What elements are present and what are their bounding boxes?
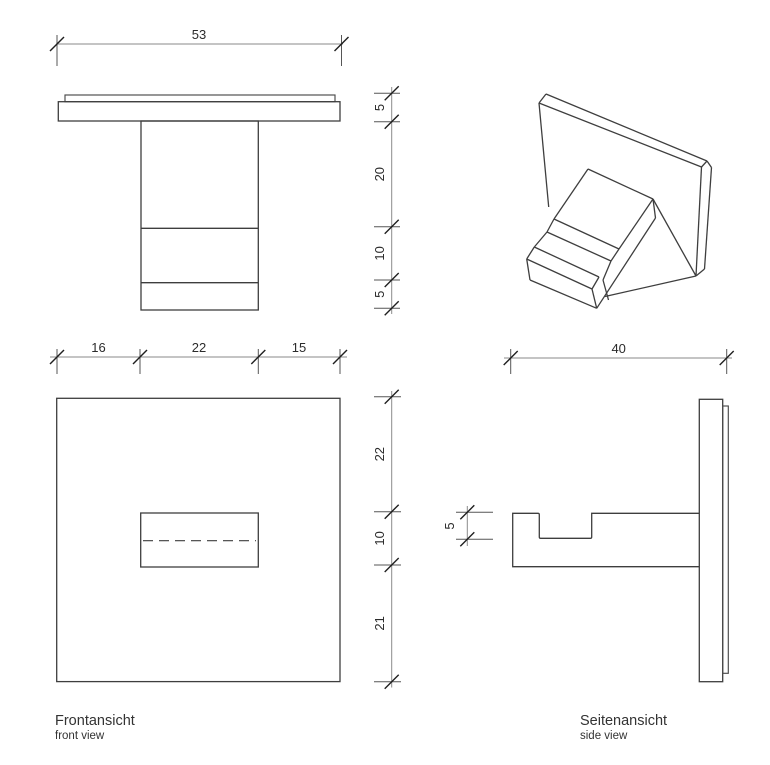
arm-top-outline <box>141 121 258 310</box>
plate-front-face <box>57 398 340 681</box>
dim-label-top-20: 20 <box>372 166 387 182</box>
side-view <box>442 341 734 742</box>
dim-label-15: 15 <box>291 340 307 355</box>
dimension-chain-16-22-15 <box>50 340 347 374</box>
dimension-chain-5-20-10-5 <box>372 86 400 315</box>
plate-side-face <box>699 399 722 681</box>
dimension-chain-22-10-21 <box>372 390 401 689</box>
top-view-outline <box>58 95 340 310</box>
backplate-side-face <box>723 406 729 673</box>
dim-label-22v: 22 <box>372 446 387 462</box>
iso-plate <box>539 94 712 297</box>
dim-label-40: 40 <box>611 341 626 356</box>
arm-front-face <box>141 513 259 567</box>
dim-label-21v: 21 <box>372 616 387 631</box>
dim-label-top-5b: 5 <box>372 290 387 298</box>
dim-label-5-notch: 5 <box>442 522 457 530</box>
side-view-outline <box>513 399 729 681</box>
front-view <box>50 340 401 742</box>
dim-label-top-10: 10 <box>372 246 387 261</box>
iso-view <box>527 94 712 308</box>
front-view-title-de: Frontansicht <box>55 713 135 729</box>
dim-label-16: 16 <box>91 340 106 355</box>
dim-label-22h: 22 <box>191 340 207 355</box>
dimension-53 <box>50 27 349 66</box>
plate-top-edge <box>58 102 340 121</box>
backplate-top-edge <box>65 95 335 102</box>
iso-hook-arm <box>527 169 656 308</box>
dim-label-top-5a: 5 <box>372 103 387 112</box>
front-view-outline <box>57 398 340 681</box>
top-view <box>50 27 400 315</box>
dimension-5-notch <box>442 505 493 546</box>
dim-label-10v: 10 <box>372 531 387 546</box>
side-view-title-de: Seitenansicht <box>580 713 668 729</box>
front-view-title-en: front view <box>55 730 105 742</box>
dim-label-53: 53 <box>191 27 207 42</box>
dimension-40 <box>504 341 734 374</box>
side-view-title-en: side view <box>580 730 628 742</box>
arm-side-profile <box>513 513 700 566</box>
